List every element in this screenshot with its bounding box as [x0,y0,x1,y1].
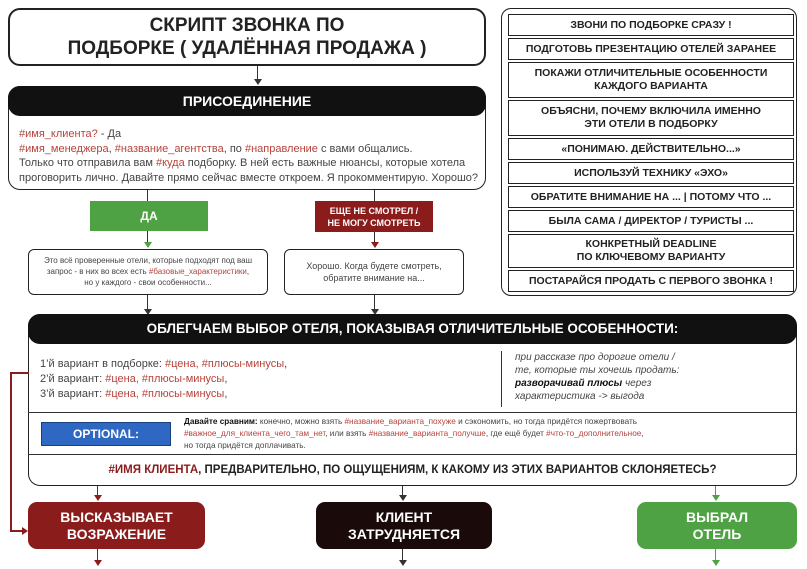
tip-text: ОБРАТИТЕ ВНИМАНИЕ НА ... | ПОТОМУ ЧТО ... [530,190,772,203]
manager-name-tag: #имя_менеджера [19,142,109,155]
variant-3-label: 3’й вариант: [40,388,106,400]
objection-line-1: ВЫСКАЗЫВАЕТ [60,508,173,525]
join-block [8,86,486,190]
variant-3 [40,387,460,402]
question-text: , ПРЕДВАРИТЕЛЬНО, ПО ОЩУЩЕНИЯМ, К КАКОМУ ИЗ ЭТИХ ВАРИАНТОВ СКЛОНЯЕТЕСЬ? [198,464,717,476]
loop-connector [10,372,12,531]
tip-text: «ПОНИМАЮ. ДЕЙСТВИТЕЛЬНО...» [561,142,741,155]
connector-arrow [147,190,148,201]
optional-line-2-mid2: , где ещё будет [485,429,547,438]
tip-item [508,210,794,232]
no-label [315,201,433,232]
note-line-2: те, которые ты хочешь продать: [515,365,680,376]
variant-2 [40,372,460,387]
tip-item [508,62,794,98]
tip-text: КАЖДОГО ВАРИАНТА [594,80,708,92]
chose-hotel-outcome [637,502,797,549]
yes-reply-line-2-end: , [246,267,250,276]
variants-list [40,357,460,402]
no-label-line-2: НЕ МОГУ СМОТРЕТЬ [327,217,421,228]
arrow-head [144,242,152,248]
join-line-2-mid: , по [223,142,245,155]
tip-item [508,14,794,36]
yes-label: ДА [90,201,208,231]
tip-item [508,162,794,184]
join-line-2-end: с вами общались. [317,142,413,155]
arrow-head [712,495,720,501]
no-label-line-1: ЕЩЕ НЕ СМОТРЕЛ / [329,205,419,216]
tip-text: ОБЪЯСНИ, ПОЧЕМУ ВКЛЮЧИЛА ИМЕННО [541,105,761,117]
tips-panel [501,8,797,296]
tip-text: КОНКРЕТНЫЙ DEADLINE [585,238,717,250]
tip-text: ИСПОЛЬЗУЙ ТЕХНИКУ «ЭХО» [574,166,728,179]
base-features-tag: #базовые_характеристики [148,267,247,276]
arrow-head [94,560,102,566]
hesitation-line-1: КЛИЕНТ [375,508,433,525]
tip-item [508,138,794,160]
note-line-4: характеристика -> выгода [515,391,645,402]
price-pros-cons-tag: #цена, #плюсы-минусы [105,388,225,400]
note-emphasis: разворачивай плюсы [515,378,623,389]
comma: , [284,358,288,370]
better-option-tag: #название_варианта_получше [368,429,486,438]
tip-text: ПОКАЖИ ОТЛИЧИТЕЛЬНЫЕ ОСОБЕННОСТИ [534,67,768,79]
arrow-head [254,79,262,85]
join-text [19,127,479,185]
choice-block [28,314,797,486]
question-line [29,455,796,485]
yes-reply-line-3: но у каждого - свои особенности... [84,278,212,287]
worse-option-tag: #название_варианта_похуже [344,417,456,426]
join-header: ПРИСОЕДИНЕНИЕ [8,86,486,116]
expensive-hotels-note [515,351,785,403]
no-reply-line-1: Хорошо. Когда будете смотреть, [306,261,442,271]
arrow-head [94,495,102,501]
separator: , [108,142,115,155]
price-pros-cons-tag: #цена, #плюсы-минусы [165,358,285,370]
connector-arrow [257,66,258,80]
optional-line-2-end: , [641,429,644,438]
divider [501,351,502,407]
page-title [8,8,486,66]
where-tag: #куда [155,157,185,169]
comma: , [224,388,228,400]
tip-item [508,234,794,268]
tip-item [508,186,794,208]
direction-tag: #направление [244,142,318,155]
client-name-tag: #ИМЯ КЛИЕНТА [108,464,199,476]
client-name-tag: #имя_клиента? [19,128,98,140]
tip-text: ПОДГОТОВЬ ПРЕЗЕНТАЦИЮ ОТЕЛЕЙ ЗАРАНЕЕ [525,42,777,55]
tip-item [508,38,794,60]
connector-arrow [374,295,375,310]
yes-reply-line-2-pre: запрос - в них во всех есть [46,267,149,276]
compare-phrase: Давайте сравним: [184,417,258,426]
arrow-head [399,495,407,501]
objection-outcome [28,502,205,549]
tip-text: ПО КЛЮЧЕВОМУ ВАРИАНТУ [576,251,726,263]
tip-text: БЫЛА САМА / ДИРЕКТОР / ТУРИСТЫ ... [548,214,754,227]
connector-arrow [374,190,375,201]
comma: , [224,373,228,385]
title-line-2: ПОДБОРКЕ ( УДАЛЁННАЯ ПРОДАЖА ) [67,38,427,59]
chose-line-2: ОТЕЛЬ [692,525,742,542]
variant-1-label: 1’й вариант в подборке: [40,358,166,370]
arrow-head [712,560,720,566]
join-line-3-pre: Только что отправила вам [19,157,156,169]
optional-text [184,416,789,452]
yes-reply [28,249,268,295]
tip-item [508,270,794,292]
variant-1 [40,357,460,372]
price-pros-cons-tag: #цена, #плюсы-минусы [105,373,225,385]
missing-important-tag: #важное_для_клиента_чего_там_нет [184,429,326,438]
optional-line-2-mid: , или взять [325,429,369,438]
note-line-1: при рассказе про дорогие отели / [515,352,675,363]
join-line-1: - Да [97,128,122,140]
arrow-head [371,242,379,248]
optional-line-1-mid: конечно, можно взять [257,417,345,426]
tip-text: ЭТИ ОТЕЛИ В ПОДБОРКУ [584,118,718,130]
agency-name-tag: #название_агентства [114,142,224,155]
tip-item [508,100,794,136]
yes-reply-line-1: Это всё проверенные отели, которые подходят под ваш [43,256,253,265]
connector-arrow [147,295,148,310]
tip-text: ПОСТАРАЙСЯ ПРОДАТЬ С ПЕРВОГО ЗВОНКА ! [529,274,773,287]
objection-line-2: ВОЗРАЖЕНИЕ [66,525,167,542]
title-line-1: СКРИПТ ЗВОНКА ПО [149,15,345,36]
optional-line-3: но тогда придётся доплачивать. [184,441,306,450]
tip-text: ЗВОНИ ПО ПОДБОРКЕ СРАЗУ ! [570,18,732,31]
loop-connector [10,372,29,374]
variant-2-label: 2’й вариант: [40,373,106,385]
optional-line-1-end: и сэкономить, но тогда придётся пожертвовать [455,417,637,426]
chose-line-1: ВЫБРАЛ [685,508,749,525]
hesitation-line-2: ЗАТРУДНЯЕТСЯ [347,525,461,542]
no-reply [284,249,464,295]
note-line-3-end: через [622,378,652,389]
join-line-3-end: подборку. В ней есть важные нюансы, которые хотела [184,157,466,169]
hesitation-outcome [316,502,492,549]
extra-tag: #что-то_дополнительное [546,429,642,438]
section-divider [28,412,797,413]
optional-label: OPTIONAL: [41,422,171,446]
join-line-4: проговорить лично. Давайте прямо сейчас вместе откроем. Я прокомментирую. Хорошо? [19,171,479,184]
choice-header: ОБЛЕГЧАЕМ ВЫБОР ОТЕЛЯ, ПОКАЗЫВАЯ ОТЛИЧИТЕЛЬНЫЕ ОСОБЕННОСТИ: [28,314,797,344]
arrow-head [399,560,407,566]
no-reply-line-2: обратите внимание на... [323,273,425,283]
